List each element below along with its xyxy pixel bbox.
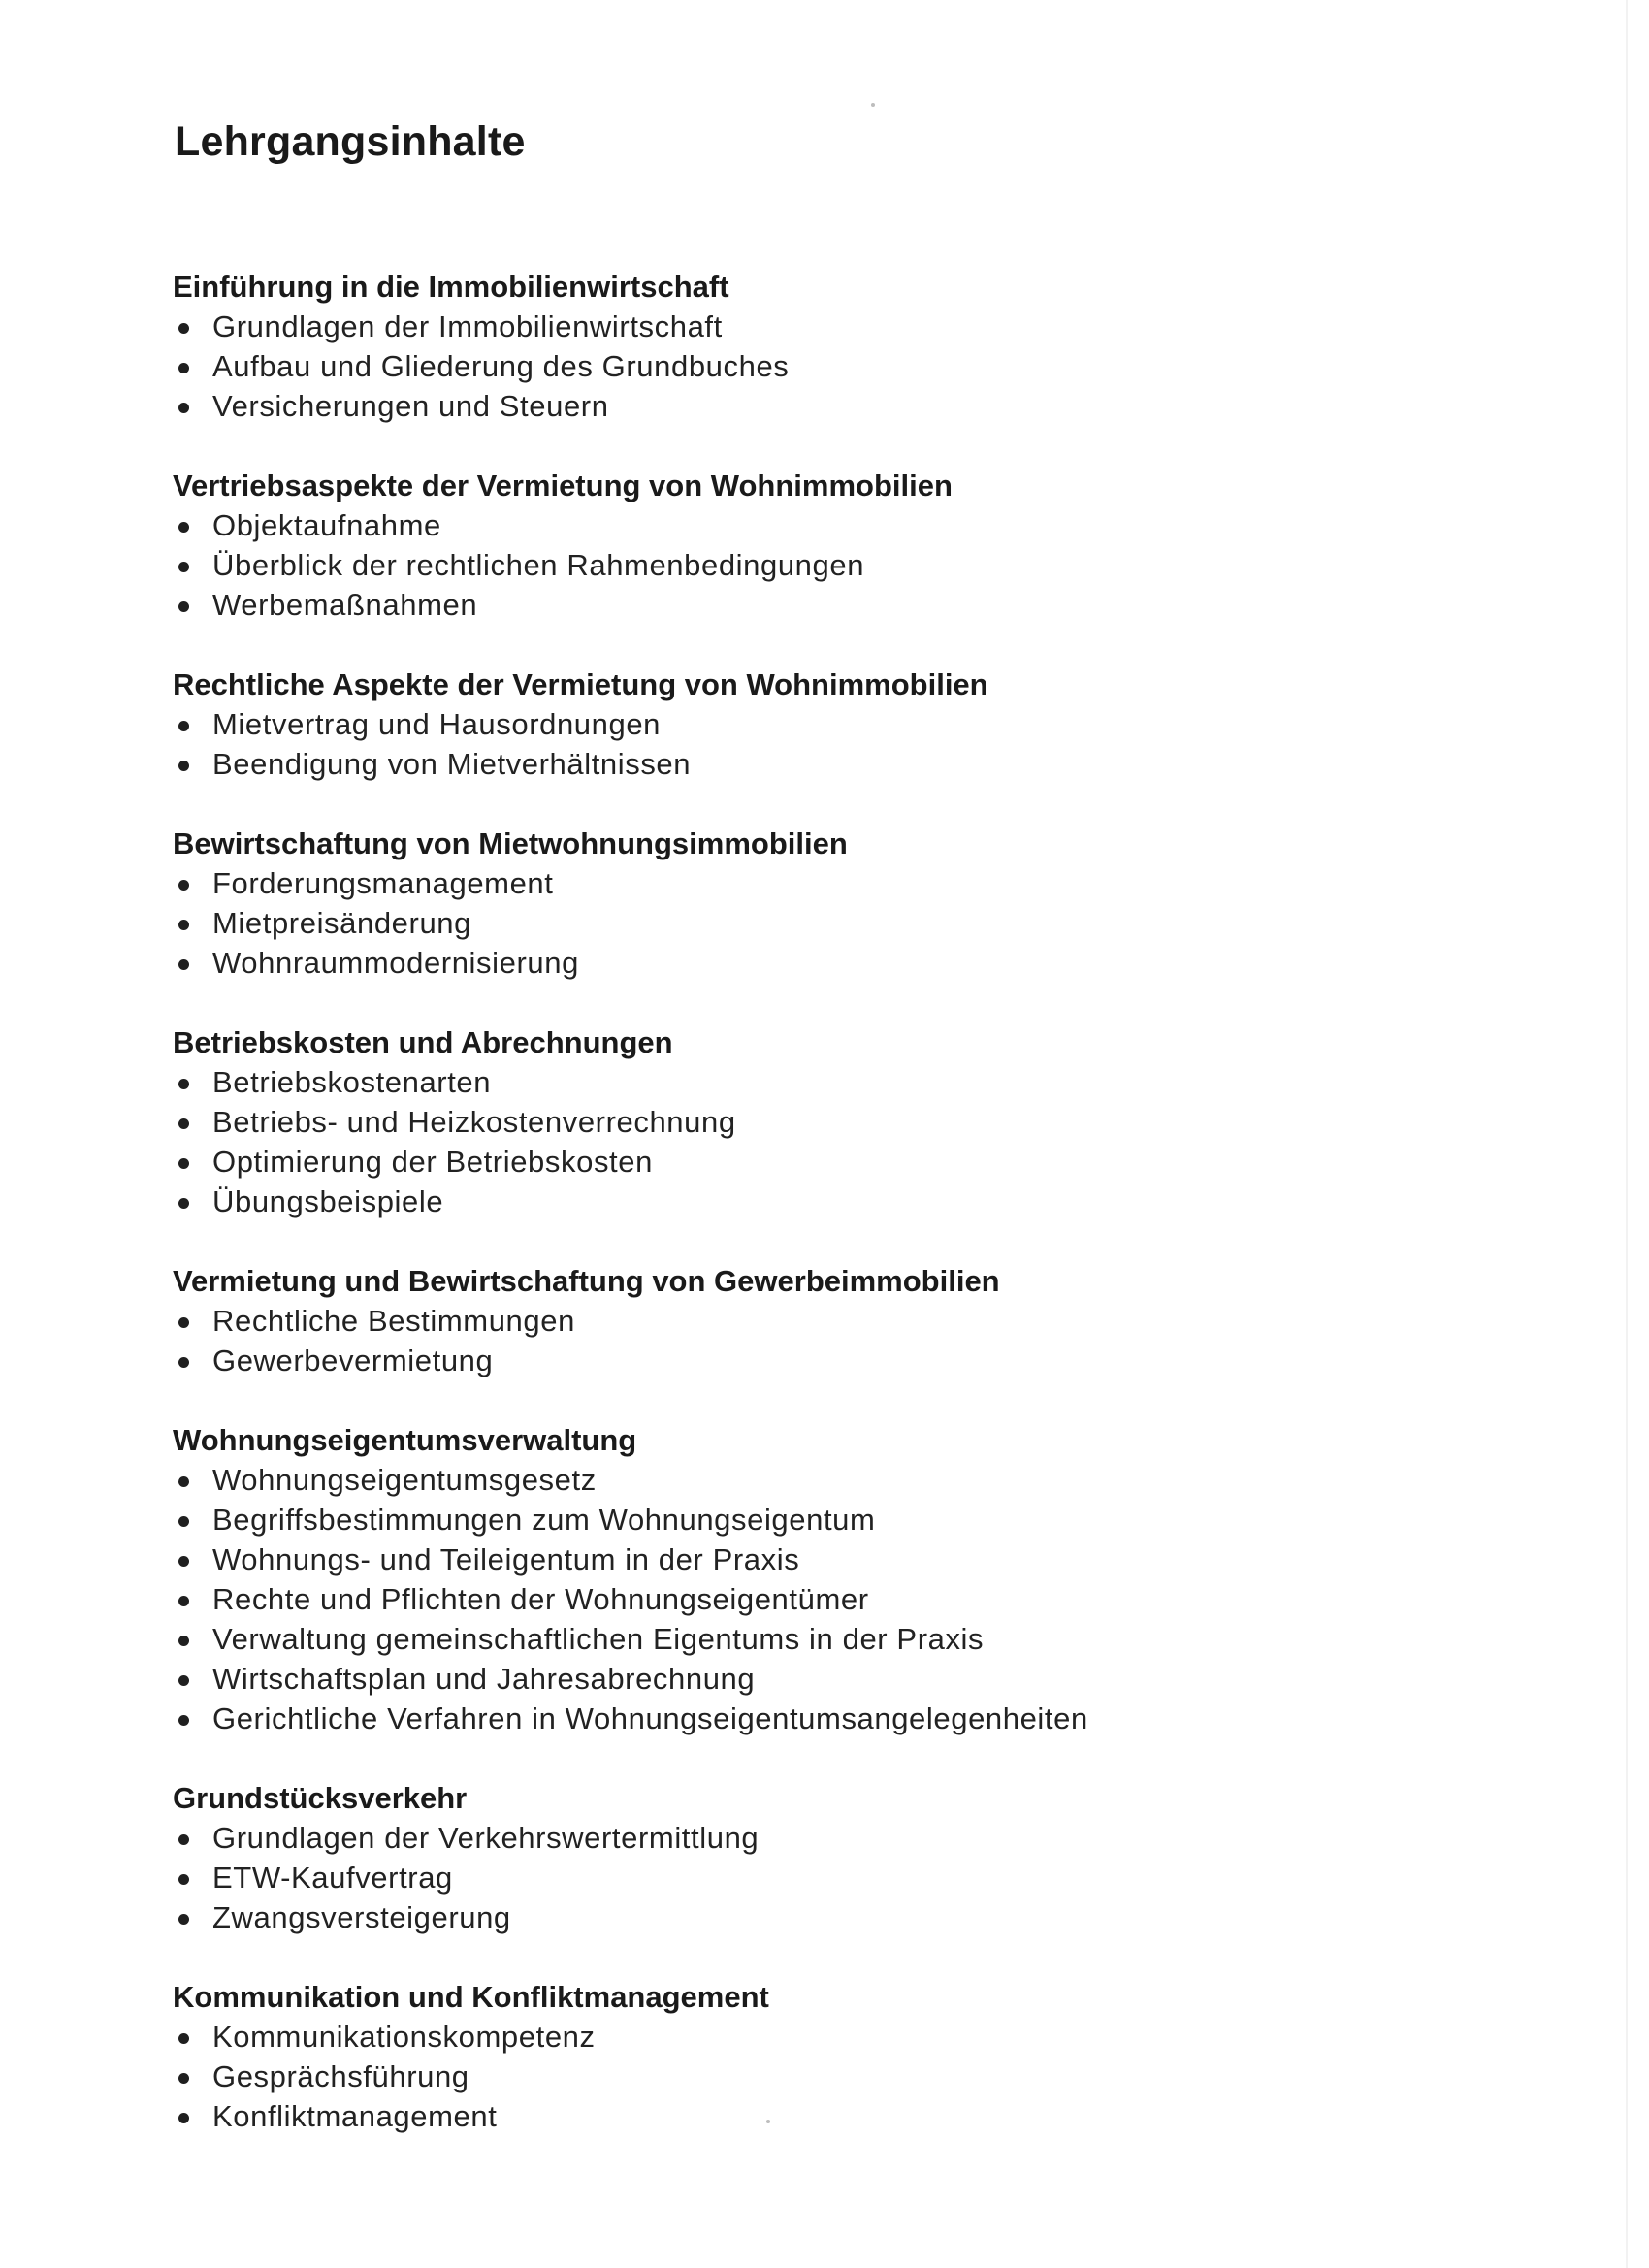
list-item-text: Überblick der rechtlichen Rahmenbedingungen xyxy=(212,548,865,582)
course-section xyxy=(173,1022,1434,1221)
list-item-text: Übungsbeispiele xyxy=(212,1184,444,1218)
list-item xyxy=(173,943,1434,983)
list-item xyxy=(173,1699,1434,1738)
list-item-text: Begriffsbestimmungen zum Wohnungseigentum xyxy=(212,1503,876,1537)
bullet-icon xyxy=(178,1158,189,1169)
topic-list xyxy=(173,307,1434,426)
list-item-text: Betriebs- und Heizkostenverrechnung xyxy=(212,1105,736,1139)
bullet-icon xyxy=(178,1715,189,1726)
list-item xyxy=(173,386,1434,426)
list-item xyxy=(173,1142,1434,1182)
list-item xyxy=(173,1619,1434,1659)
list-item xyxy=(173,1659,1434,1699)
bullet-icon xyxy=(178,1874,189,1885)
course-contents xyxy=(173,267,1434,2176)
bullet-icon xyxy=(178,1079,189,1089)
bullet-icon xyxy=(178,920,189,930)
list-item-text: Verwaltung gemeinschaftlichen Eigentums in der Praxis xyxy=(212,1622,985,1656)
list-item-text: Rechte und Pflichten der Wohnungseigentümer xyxy=(212,1582,869,1616)
list-item xyxy=(173,2096,1434,2136)
list-item xyxy=(173,704,1434,744)
topic-list xyxy=(173,863,1434,983)
bullet-icon xyxy=(178,1118,189,1129)
list-item xyxy=(173,545,1434,585)
topic-list xyxy=(173,1818,1434,1937)
list-item xyxy=(173,2017,1434,2057)
list-item xyxy=(173,863,1434,903)
list-item-text: Gesprächsführung xyxy=(212,2059,469,2093)
bullet-icon xyxy=(178,2033,189,2044)
list-item xyxy=(173,505,1434,545)
scan-speck xyxy=(871,103,875,107)
bullet-icon xyxy=(178,2113,189,2123)
list-item xyxy=(173,585,1434,625)
scan-edge-shadow xyxy=(1626,0,1628,2268)
section-heading: Kommunikation und Konfliktmanagement xyxy=(173,1980,769,2014)
bullet-icon xyxy=(178,1636,189,1646)
bullet-icon xyxy=(178,1556,189,1567)
list-item-text: Kommunikationskompetenz xyxy=(212,2020,596,2054)
list-item xyxy=(173,1500,1434,1539)
course-section xyxy=(173,1977,1434,2136)
list-item-text: Betriebskostenarten xyxy=(212,1065,492,1099)
list-item xyxy=(173,2057,1434,2096)
list-item-text: Aufbau und Gliederung des Grundbuches xyxy=(212,349,790,383)
list-item xyxy=(173,1301,1434,1341)
bullet-icon xyxy=(178,1914,189,1925)
list-item xyxy=(173,1062,1434,1102)
course-section xyxy=(173,267,1434,426)
course-section xyxy=(173,824,1434,983)
list-item-text: Mietvertrag und Hausordnungen xyxy=(212,707,662,741)
course-section xyxy=(173,1778,1434,1937)
list-item-text: Gerichtliche Verfahren in Wohnungseigentumsangelegenheiten xyxy=(212,1701,1088,1735)
bullet-icon xyxy=(178,2073,189,2084)
list-item-text: Wohnungs- und Teileigentum in der Praxis xyxy=(212,1542,800,1576)
bullet-icon xyxy=(178,1198,189,1209)
list-item-text: ETW-Kaufvertrag xyxy=(212,1861,453,1895)
bullet-icon xyxy=(178,1596,189,1606)
list-item-text: Konfliktmanagement xyxy=(212,2099,498,2133)
bullet-icon xyxy=(178,522,189,533)
list-item-text: Objektaufnahme xyxy=(212,508,441,542)
section-heading: Bewirtschaftung von Mietwohnungsimmobilien xyxy=(173,826,848,860)
topic-list xyxy=(173,2017,1434,2136)
list-item xyxy=(173,1818,1434,1858)
list-item-text: Wirtschaftsplan und Jahresabrechnung xyxy=(212,1662,756,1696)
topic-list xyxy=(173,1301,1434,1380)
list-item xyxy=(173,1858,1434,1897)
list-item-text: Rechtliche Bestimmungen xyxy=(212,1304,575,1338)
bullet-icon xyxy=(178,761,189,771)
bullet-icon xyxy=(178,1476,189,1487)
bullet-icon xyxy=(178,880,189,891)
topic-list xyxy=(173,704,1434,784)
list-item xyxy=(173,744,1434,784)
bullet-icon xyxy=(178,403,189,413)
list-item-text: Forderungsmanagement xyxy=(212,866,554,900)
bullet-icon xyxy=(178,1357,189,1368)
bullet-icon xyxy=(178,1516,189,1527)
bullet-icon xyxy=(178,959,189,970)
list-item-text: Versicherungen und Steuern xyxy=(212,389,609,423)
course-section xyxy=(173,1261,1434,1380)
section-heading: Einführung in die Immobilienwirtschaft xyxy=(173,270,729,304)
bullet-icon xyxy=(178,363,189,373)
page-title: Lehrgangsinhalte xyxy=(175,118,526,165)
section-heading: Vermietung und Bewirtschaftung von Gewerbeimmobilien xyxy=(173,1264,1000,1298)
section-heading: Vertriebsaspekte der Vermietung von Wohnimmobilien xyxy=(173,469,953,502)
topic-list xyxy=(173,1062,1434,1221)
course-section xyxy=(173,664,1434,784)
list-item xyxy=(173,1539,1434,1579)
bullet-icon xyxy=(178,1675,189,1686)
list-item-text: Beendigung von Mietverhältnissen xyxy=(212,747,692,781)
topic-list xyxy=(173,1460,1434,1738)
bullet-icon xyxy=(178,562,189,572)
list-item xyxy=(173,903,1434,943)
list-item-text: Werbemaßnahmen xyxy=(212,588,478,622)
list-item-text: Gewerbevermietung xyxy=(212,1344,494,1377)
bullet-icon xyxy=(178,323,189,334)
course-section xyxy=(173,1420,1434,1738)
list-item xyxy=(173,1897,1434,1937)
topic-list xyxy=(173,505,1434,625)
list-item xyxy=(173,307,1434,346)
course-section xyxy=(173,466,1434,625)
section-heading: Rechtliche Aspekte der Vermietung von Wohnimmobilien xyxy=(173,667,988,701)
section-heading: Betriebskosten und Abrechnungen xyxy=(173,1025,673,1059)
list-item xyxy=(173,1182,1434,1221)
list-item xyxy=(173,1341,1434,1380)
list-item xyxy=(173,346,1434,386)
list-item-text: Mietpreisänderung xyxy=(212,906,471,940)
list-item xyxy=(173,1579,1434,1619)
list-item-text: Grundlagen der Immobilienwirtschaft xyxy=(212,309,723,343)
list-item xyxy=(173,1460,1434,1500)
section-heading: Grundstücksverkehr xyxy=(173,1781,468,1815)
bullet-icon xyxy=(178,1834,189,1845)
bullet-icon xyxy=(178,601,189,612)
list-item-text: Wohnraummodernisierung xyxy=(212,946,579,980)
section-heading: Wohnungseigentumsverwaltung xyxy=(173,1423,637,1457)
list-item-text: Grundlagen der Verkehrswertermittlung xyxy=(212,1821,760,1855)
bullet-icon xyxy=(178,721,189,731)
list-item-text: Zwangsversteigerung xyxy=(212,1900,511,1934)
list-item xyxy=(173,1102,1434,1142)
list-item-text: Wohnungseigentumsgesetz xyxy=(212,1463,597,1497)
bullet-icon xyxy=(178,1317,189,1328)
list-item-text: Optimierung der Betriebskosten xyxy=(212,1145,653,1179)
